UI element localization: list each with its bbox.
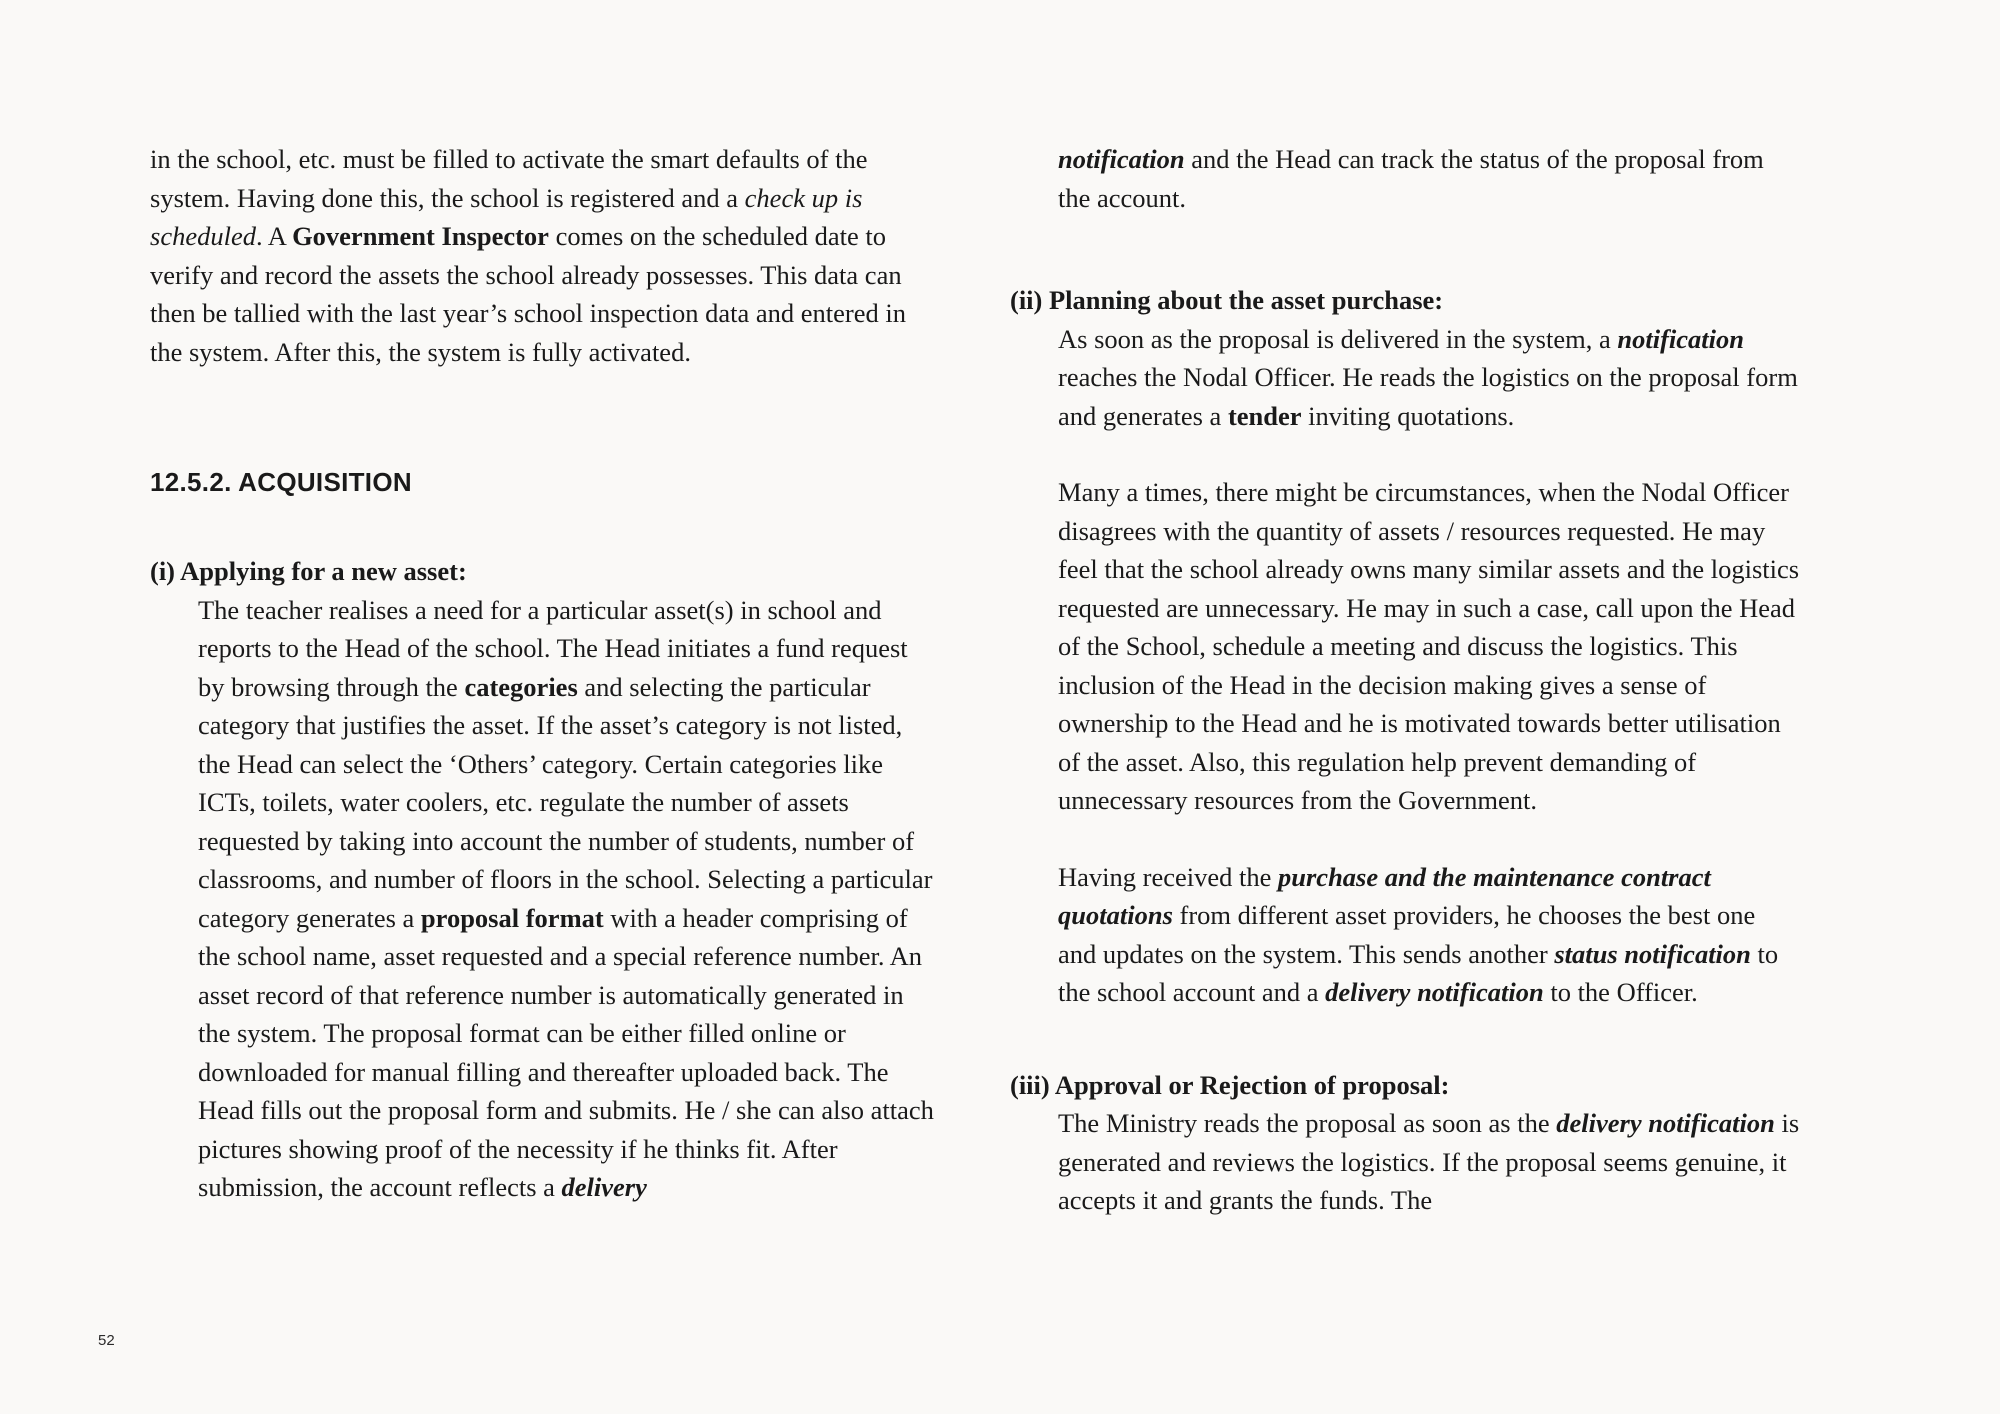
continued-paragraph <box>150 140 940 371</box>
item-ii-b3-part-2: from different asset providers, he chooses the best one and updates on the system. This sends another <box>1058 900 1756 969</box>
item-i-part-3: with a header comprising of the school name, asset requested and a special reference number. An asset record of that reference number is automatically generated in the system. The proposal format can be either filled online or downloaded for manual filling and thereafter uploaded back. The Head fills out the proposal form and submits. He / she can also attach pictures showing proof of the necessity if he thinks fit. After submission, the account reflects a <box>198 902 934 1202</box>
item-ii-bold-tender: tender <box>1227 400 1302 431</box>
item-ii-body-1 <box>1010 320 1800 436</box>
item-ii-b3-part-4: to the Officer. <box>1543 977 1698 1007</box>
list-heading-iii: (iii) Approval or Rejection of proposal: <box>1010 1069 1450 1100</box>
continued-paragraph-suffix: comes on the scheduled date to verify and record the assets the school already possesses. This data can then be tallied with the last year’s school inspection data and entered in the system. After this, the system is fully activated. <box>150 221 907 367</box>
item-ii-b3-bold-italic-quotations: purchase and the maintenance contract quotations <box>1058 861 1711 930</box>
item-ii-part-2: reaches the Nodal Officer. He reads the logistics on the proposal form and generates a <box>1058 362 1798 431</box>
item-i-part-2: and selecting the particular category that justifies the asset. If the asset’s category is not listed, the Head can select the ‘Others’ category. Certain categories like ICTs, toilets, water coolers, etc. regulate the number of assets requested by taking into account the number of students, number of classrooms, and number of floors in the school. Selecting a particular category generates a <box>198 671 933 933</box>
item-ii-body-3 <box>1010 858 1800 1012</box>
item-ii-part-3: inviting quotations. <box>1301 400 1515 431</box>
right-column <box>1010 140 1800 1220</box>
spacer <box>150 371 940 467</box>
item-ii-b3-bold-italic-status-notification: status notification <box>1554 938 1751 969</box>
right-continued-bold-italic-notification: notification <box>1058 144 1185 174</box>
continued-paragraph-bold-inspector: Government Inspector <box>292 221 549 251</box>
page-number: 52 <box>98 1332 115 1349</box>
item-ii-b3-part-3: to the school account and a <box>1058 938 1779 1007</box>
two-column-layout <box>150 140 1850 1220</box>
item-ii-body-2: Many a times, there might be circumstances, when the Nodal Officer disagrees with the quantity of assets / resources requested. He may feel that the school already owns many similar assets and the logistics requested are unnecessary. He may in such a case, call upon the Head of the School, schedule a meeting and discuss the logistics. This inclusion of the Head in the decision making gives a sense of ownership to the Head and he is motivated towards better utilisation of the asset. Also, this regulation help prevent demanding of unnecessary resources from the Government. <box>1058 477 1800 815</box>
item-i-bold-italic-delivery: delivery <box>561 1172 647 1202</box>
item-i-part-1: The teacher realises a need for a particular asset(s) in school and reports to the Head of the school. The Head initiates a fund request by browsing through the <box>198 594 908 702</box>
section-heading-acquisition: 12.5.2. ACQUISITION <box>150 467 412 497</box>
item-iii-part-1: The Ministry reads the proposal as soon as the <box>1058 1108 1557 1138</box>
item-iii-bold-italic-delivery-notification: delivery notification <box>1556 1108 1775 1138</box>
right-continued-part-1: and the Head can track the status of the proposal from the account. <box>1058 144 1764 213</box>
spacer <box>1010 1012 1800 1066</box>
item-i-bold-proposal-format: proposal format <box>420 902 604 933</box>
spacer <box>1010 820 1800 858</box>
item-iii-body <box>1010 1104 1800 1220</box>
continued-paragraph-mid: . A <box>255 221 293 251</box>
item-i-body <box>150 591 940 1207</box>
left-column <box>150 140 940 1207</box>
item-ii-part-1: As soon as the proposal is delivered in the system, a <box>1058 323 1618 354</box>
item-iii-part-2: is generated and reviews the logistics. If the proposal seems genuine, it accepts it and grants the funds. The <box>1058 1108 1800 1215</box>
spacer <box>1010 217 1800 281</box>
item-ii-bold-italic-notification: notification <box>1617 323 1744 354</box>
item-ii-b3-bold-italic-delivery-notification: delivery notification <box>1325 977 1544 1007</box>
spacer <box>150 498 940 552</box>
right-continued-paragraph <box>1010 140 1800 217</box>
continued-paragraph-prefix: in the school, etc. must be filled to activate the smart defaults of the system. Having done this, the school is registered and a <box>150 144 868 213</box>
list-heading-ii: (ii) Planning about the asset purchase: <box>1010 285 1444 315</box>
spacer <box>1010 435 1800 473</box>
continued-paragraph-italic-check-up: check up is scheduled <box>150 182 863 251</box>
item-i-bold-categories: categories <box>464 671 578 702</box>
list-heading-i: (i) Applying for a new asset: <box>150 556 467 586</box>
item-ii-b3-part-1: Having received the <box>1058 861 1278 892</box>
